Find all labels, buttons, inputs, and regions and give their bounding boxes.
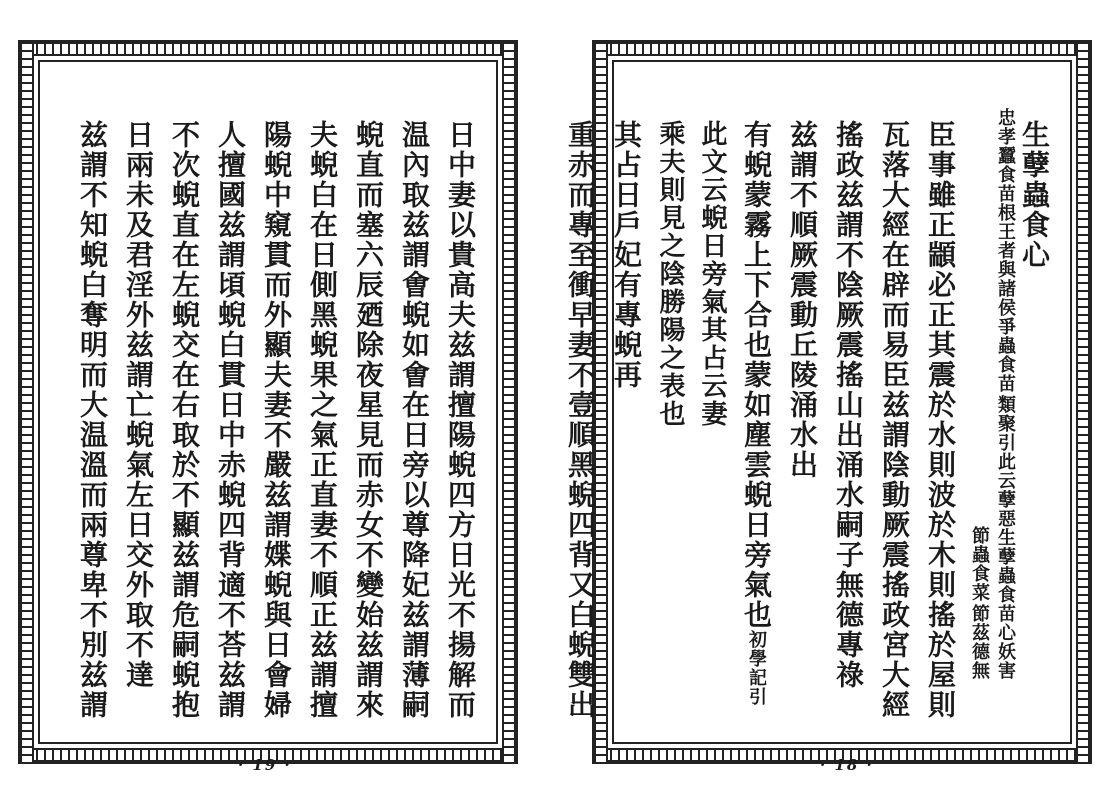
text-column: 兹謂不順厥震動丘陵涌水出 (786, 120, 819, 480)
text-column: 日兩未及君淫外兹謂亡蜺氣左日交外取不達 (122, 120, 155, 690)
note-column (968, 120, 990, 680)
text-column: 人擅國兹謂頃蜺白貫日中赤蜺四背適不荅兹謂 (214, 120, 247, 720)
left-text-block (76, 120, 478, 720)
right-text-block (564, 108, 1052, 720)
text-column-with-note (995, 108, 1052, 680)
main-text: 生孽蟲食心 (1018, 120, 1051, 270)
left-page (18, 40, 518, 764)
double-line-note (968, 124, 990, 680)
text-column: 不次蜺直在左蜺交在右取於不顯兹謂危嗣蜺抱 (168, 120, 201, 720)
text-column: 兹謂不知蜺白奪明而大温溫而兩尊卑不別兹謂 (76, 120, 109, 720)
fret-border-top (20, 42, 516, 56)
fret-border-right (502, 42, 516, 762)
text-column: 此文云蜺日旁氣其占云妻 (697, 120, 727, 428)
text-column: 夫蜺白在日側黑蜺果之氣正直妻不順正兹謂擅 (306, 120, 339, 720)
text-column: 臣事雖正顓必正其震於水則波於木則搖於屋則 (924, 120, 957, 720)
text-column-with-inline-note (738, 120, 774, 706)
text-column: 日中妻以貴高夫兹謂擅陽蜺四方日光不揚解而 (444, 120, 477, 720)
text-column: 重赤而專至衝早妻不壹順黑蜺四背又白蜺雙出 (564, 120, 597, 720)
note-line: 類聚引此云孽惡生孽蟲食苗心妖害 (995, 395, 1016, 680)
note-line: 忠孝蠶食苗根王者與諸侯爭蟲食苗 (995, 108, 1016, 393)
double-line-note (994, 108, 1016, 680)
text-column: 蜺直而塞六辰廼除夜星見而赤女不變始兹謂來 (352, 120, 385, 720)
page-number-right: · 18 · (820, 756, 874, 774)
text-column: 乘夫則見之陰勝陽之表也 (655, 120, 685, 428)
main-text: 有蜺蒙霧上下合也蒙如塵雲蜺日旁氣也 (740, 120, 773, 630)
note-line: 節蟲食菜 (969, 526, 990, 602)
text-column: 温內取兹謂㑹蜺如㑹在日旁以尊降妃兹謂薄嗣 (398, 120, 431, 720)
page-number-left: · 19 · (238, 756, 292, 774)
inline-note: 初學記引 (746, 630, 767, 706)
fret-border-top (594, 42, 1090, 56)
text-column: 其占日戶妃有專蜺再 (610, 120, 643, 390)
text-column: 搖政兹謂不陰厥震搖山出涌水嗣子無德專祿 (832, 120, 865, 690)
fret-border-left (20, 42, 34, 762)
text-column: 瓦落大經在辟而易臣兹謂陰動厥震搖政宮大經 (878, 120, 911, 720)
right-page (564, 40, 1092, 764)
text-column: 陽蜺中窺貫而外顯夫妻不嚴兹謂媟蜺與日會婦 (260, 120, 293, 720)
fret-border-right (1076, 42, 1090, 762)
note-line: 節茲德無 (969, 604, 990, 680)
